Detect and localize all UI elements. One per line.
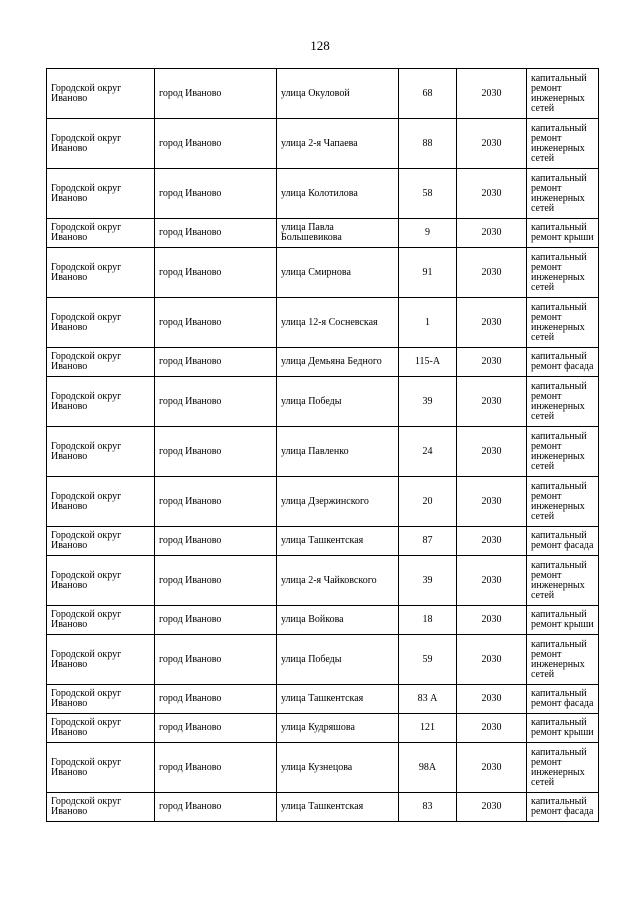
okrug-cell: Городской округ Иваново <box>47 298 155 348</box>
street-cell: улица Колотилова <box>277 169 399 219</box>
street-cell: улица Ташкентская <box>277 527 399 556</box>
table-row <box>47 248 599 298</box>
house-cell: 88 <box>399 119 457 169</box>
city-cell: город Иваново <box>155 298 277 348</box>
table-row <box>47 793 599 822</box>
year-cell: 2030 <box>457 477 527 527</box>
city-cell: город Иваново <box>155 743 277 793</box>
work-type-cell: капитальный ремонт инженерных сетей <box>527 248 599 298</box>
year-cell: 2030 <box>457 743 527 793</box>
year-cell: 2030 <box>457 248 527 298</box>
repair-table <box>46 68 599 822</box>
street-cell: улица Павла Большевикова <box>277 219 399 248</box>
year-cell: 2030 <box>457 793 527 822</box>
house-cell: 83 <box>399 793 457 822</box>
house-cell: 115-А <box>399 348 457 377</box>
work-type-cell: капитальный ремонт инженерных сетей <box>527 635 599 685</box>
okrug-cell: Городской округ Иваново <box>47 69 155 119</box>
okrug-cell: Городской округ Иваново <box>47 477 155 527</box>
house-cell: 20 <box>399 477 457 527</box>
work-type-cell: капитальный ремонт инженерных сетей <box>527 298 599 348</box>
okrug-cell: Городской округ Иваново <box>47 685 155 714</box>
street-cell: улица Кудряшова <box>277 714 399 743</box>
work-type-cell: капитальный ремонт фасада <box>527 793 599 822</box>
street-cell: улица Смирнова <box>277 248 399 298</box>
year-cell: 2030 <box>457 714 527 743</box>
house-cell: 1 <box>399 298 457 348</box>
street-cell: улица Войкова <box>277 606 399 635</box>
table-row <box>47 606 599 635</box>
street-cell: улица Ташкентская <box>277 793 399 822</box>
city-cell: город Иваново <box>155 69 277 119</box>
okrug-cell: Городской округ Иваново <box>47 348 155 377</box>
year-cell: 2030 <box>457 219 527 248</box>
okrug-cell: Городской округ Иваново <box>47 169 155 219</box>
table-row <box>47 119 599 169</box>
table-row <box>47 635 599 685</box>
city-cell: город Иваново <box>155 685 277 714</box>
city-cell: город Иваново <box>155 527 277 556</box>
okrug-cell: Городской округ Иваново <box>47 714 155 743</box>
page-number: 128 <box>310 38 330 53</box>
table-row <box>47 743 599 793</box>
street-cell: улица 2-я Чайковского <box>277 556 399 606</box>
table-row <box>47 348 599 377</box>
street-cell: улица Ташкентская <box>277 685 399 714</box>
okrug-cell: Городской округ Иваново <box>47 606 155 635</box>
table-row <box>47 714 599 743</box>
okrug-cell: Городской округ Иваново <box>47 427 155 477</box>
okrug-cell: Городской округ Иваново <box>47 635 155 685</box>
work-type-cell: капитальный ремонт инженерных сетей <box>527 377 599 427</box>
street-cell: улица 2-я Чапаева <box>277 119 399 169</box>
work-type-cell: капитальный ремонт фасада <box>527 685 599 714</box>
table-row <box>47 169 599 219</box>
year-cell: 2030 <box>457 69 527 119</box>
work-type-cell: капитальный ремонт инженерных сетей <box>527 169 599 219</box>
work-type-cell: капитальный ремонт инженерных сетей <box>527 119 599 169</box>
table-row <box>47 69 599 119</box>
table-row <box>47 427 599 477</box>
okrug-cell: Городской округ Иваново <box>47 377 155 427</box>
okrug-cell: Городской округ Иваново <box>47 556 155 606</box>
table-row <box>47 298 599 348</box>
okrug-cell: Городской округ Иваново <box>47 527 155 556</box>
year-cell: 2030 <box>457 348 527 377</box>
year-cell: 2030 <box>457 556 527 606</box>
street-cell: улица 12-я Сосневская <box>277 298 399 348</box>
year-cell: 2030 <box>457 427 527 477</box>
work-type-cell: капитальный ремонт фасада <box>527 527 599 556</box>
house-cell: 68 <box>399 69 457 119</box>
street-cell: улица Дзержинского <box>277 477 399 527</box>
work-type-cell: капитальный ремонт крыши <box>527 219 599 248</box>
house-cell: 9 <box>399 219 457 248</box>
year-cell: 2030 <box>457 298 527 348</box>
city-cell: город Иваново <box>155 169 277 219</box>
work-type-cell: капитальный ремонт инженерных сетей <box>527 556 599 606</box>
okrug-cell: Городской округ Иваново <box>47 219 155 248</box>
year-cell: 2030 <box>457 527 527 556</box>
house-cell: 121 <box>399 714 457 743</box>
house-cell: 83 А <box>399 685 457 714</box>
work-type-cell: капитальный ремонт инженерных сетей <box>527 477 599 527</box>
year-cell: 2030 <box>457 377 527 427</box>
house-cell: 98А <box>399 743 457 793</box>
city-cell: город Иваново <box>155 477 277 527</box>
work-type-cell: капитальный ремонт инженерных сетей <box>527 69 599 119</box>
city-cell: город Иваново <box>155 793 277 822</box>
table-row <box>47 219 599 248</box>
table-row <box>47 556 599 606</box>
year-cell: 2030 <box>457 685 527 714</box>
street-cell: улица Победы <box>277 635 399 685</box>
okrug-cell: Городской округ Иваново <box>47 793 155 822</box>
okrug-cell: Городской округ Иваново <box>47 743 155 793</box>
city-cell: город Иваново <box>155 348 277 377</box>
table-row <box>47 477 599 527</box>
work-type-cell: капитальный ремонт крыши <box>527 714 599 743</box>
street-cell: улица Демьяна Бедного <box>277 348 399 377</box>
house-cell: 91 <box>399 248 457 298</box>
house-cell: 24 <box>399 427 457 477</box>
street-cell: улица Кузнецова <box>277 743 399 793</box>
table-row <box>47 685 599 714</box>
year-cell: 2030 <box>457 606 527 635</box>
table-row <box>47 527 599 556</box>
city-cell: город Иваново <box>155 377 277 427</box>
work-type-cell: капитальный ремонт инженерных сетей <box>527 427 599 477</box>
city-cell: город Иваново <box>155 714 277 743</box>
house-cell: 59 <box>399 635 457 685</box>
street-cell: улица Победы <box>277 377 399 427</box>
okrug-cell: Городской округ Иваново <box>47 248 155 298</box>
work-type-cell: капитальный ремонт крыши <box>527 606 599 635</box>
house-cell: 39 <box>399 556 457 606</box>
year-cell: 2030 <box>457 169 527 219</box>
work-type-cell: капитальный ремонт фасада <box>527 348 599 377</box>
city-cell: город Иваново <box>155 427 277 477</box>
city-cell: город Иваново <box>155 606 277 635</box>
street-cell: улица Окуловой <box>277 69 399 119</box>
house-cell: 87 <box>399 527 457 556</box>
city-cell: город Иваново <box>155 635 277 685</box>
city-cell: город Иваново <box>155 556 277 606</box>
year-cell: 2030 <box>457 119 527 169</box>
table-row <box>47 377 599 427</box>
house-cell: 58 <box>399 169 457 219</box>
work-type-cell: капитальный ремонт инженерных сетей <box>527 743 599 793</box>
repair-table-body <box>47 69 599 822</box>
house-cell: 39 <box>399 377 457 427</box>
street-cell: улица Павленко <box>277 427 399 477</box>
okrug-cell: Городской округ Иваново <box>47 119 155 169</box>
city-cell: город Иваново <box>155 219 277 248</box>
house-cell: 18 <box>399 606 457 635</box>
city-cell: город Иваново <box>155 119 277 169</box>
city-cell: город Иваново <box>155 248 277 298</box>
year-cell: 2030 <box>457 635 527 685</box>
